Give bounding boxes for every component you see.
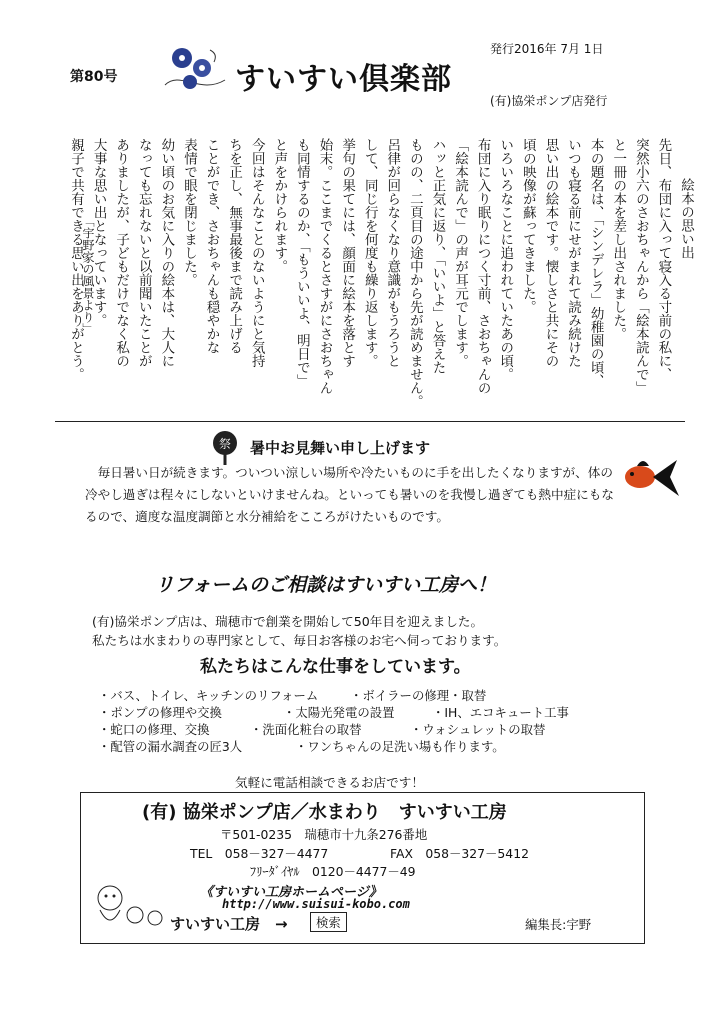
service-item: ・IH、エコキュート工事	[432, 705, 569, 720]
essay-line: 頃の映像が蘇ってきました。	[519, 138, 536, 314]
essay-line: 挙句の果てには、顔面に絵本を落とす	[339, 138, 356, 368]
intro-line-2: 私たちは水まわりの専門家として、毎日お客様のお宅へ伺っております。	[92, 633, 507, 648]
essay-line: 「絵本読んで」の声が耳元でします。	[452, 138, 469, 368]
company-name: (有) 協栄ポンプ店／水まわり すいすい工房	[142, 802, 507, 823]
publisher: (有)協栄ポンプ店発行	[490, 94, 608, 108]
essay-line: ハッと正気に返り、「いいよ」と答えた	[429, 138, 446, 375]
service-item: ・バス、トイレ、キッチンのリフォーム	[98, 688, 319, 703]
essay-line: 幼い頃のお気に入りの絵本は、大人に	[158, 138, 175, 368]
essay-title: 絵本の思い出	[678, 178, 694, 259]
essay-line: して、同じ行を何度も繰り返します。	[361, 138, 378, 368]
service-item: ・ボイラーの修理・取替	[350, 688, 487, 703]
festival-fan-icon	[210, 430, 240, 466]
essay-line: と声をかけられます。	[271, 138, 288, 273]
essay-line: ものの、二頁目の途中から先が読めません。	[406, 138, 423, 408]
tel-number: TEL 058－327－4477	[190, 846, 329, 861]
fax-number: FAX 058－327－5412	[390, 846, 529, 861]
editor-credit: 編集長:宇野	[525, 917, 592, 932]
essay-line: 先日、布団に入って寝入る寸前の私に、	[655, 138, 672, 381]
service-item: ・太陽光発電の設置	[283, 705, 395, 720]
essay-caption: 「宇野家の風景より」	[81, 215, 95, 335]
services-heading: 私たちはこんな仕事をしています。	[200, 657, 471, 677]
summer-greeting-body: 毎日暑い日が続きます。ついつい涼しい場所や冷たいものに手を出したくなりますが、体の冷やし過ぎは程々にしないといけませんね。といっても暑いのを我慢し過ぎても熱中症にもなるので、適度な温度調節と水分補給をこころがけたいものです。	[85, 465, 614, 524]
mascot-illustration	[90, 880, 170, 935]
service-item: ・配管の漏水調査の匠3人	[98, 739, 243, 754]
essay-line: 布団に入り眠りにつく寸前、さおちゃんの	[474, 138, 491, 395]
essay-line: 思い出の絵本です。懐しさと共にその	[542, 138, 559, 368]
essay-line: も同情するのか、「もういいよ、明日で」	[293, 138, 310, 388]
issue-number: 第80号	[70, 69, 118, 85]
essay-line: 表情で眼を閉じました。	[180, 138, 197, 287]
morning-glory-illustration	[160, 40, 230, 95]
search-button[interactable]: 検索	[310, 912, 347, 932]
service-item: ・ポンプの修理や交換	[98, 705, 222, 720]
free-dial: ﾌﾘｰﾀﾞｲﾔﾙ 0120－4477－49	[250, 864, 416, 879]
company-intro	[92, 612, 652, 650]
address: 〒501-0235 瑞穂市十九条276番地	[220, 827, 428, 842]
intro-line-1: (有)協栄ポンプ店は、瑞穂市で創業を開始して50年目を迎えました。	[92, 614, 484, 629]
essay-line: と一冊の本を差し出されました。	[610, 138, 627, 341]
essay-line: 始末。ここまでくるとさすがにさおちゃん	[316, 138, 333, 395]
service-item: ・ウォシュレットの取替	[410, 722, 546, 737]
issue-date: 発行2016年 7月 1日	[490, 42, 604, 56]
reform-heading: リフォームのご相談はすいすい工房へ！	[155, 574, 497, 596]
goldfish-illustration	[615, 452, 685, 502]
essay-line: 今回はそんなことのないようにと気持	[248, 138, 265, 368]
essay-line: いつも寝る前にせがまれて読み続けた	[565, 138, 582, 368]
essay-line: ちを正し、無事最後まで読み上げる	[226, 138, 243, 354]
contact-lead: 気軽に電話相談できるお店です！	[235, 775, 424, 790]
essay-line: ありましたが、子どもだけでなく私の	[113, 138, 130, 368]
essay-line: 突然小六のさおちゃんから「絵本読んで」	[632, 138, 649, 395]
essay-line: 大事な思い出となっています。	[90, 138, 107, 327]
essay-line: 呂律が回らなくなり意識がもうろうと	[384, 138, 401, 368]
section-divider	[55, 421, 685, 422]
service-item: ・ワンちゃんの足洗い場も作ります。	[295, 739, 505, 754]
service-item: ・蛇口の修理、交換	[98, 722, 210, 737]
essay-line: なっても忘れないと以前聞いたことが	[135, 138, 152, 368]
summer-greeting-heading: 暑中お見舞い申し上げます	[250, 439, 431, 457]
essay-line: いろいろなことに追われていたあの頃。	[497, 138, 514, 381]
homepage-label: 《すいすい工房ホームページ》	[200, 885, 382, 900]
homepage-url[interactable]: http://www.suisui-kobo.com	[222, 897, 410, 911]
service-item: ・洗面化粧台の取替	[250, 722, 362, 737]
fan-badge-text: 祭	[218, 437, 232, 451]
essay-line: 本の題名は、「シンデレラ」幼稚園の頃、	[587, 138, 604, 388]
essay-line: 親子で共有できる思い出をありがとう。	[67, 138, 84, 381]
essay-line: ことができ、さおちゃんも穏やかな	[203, 138, 220, 354]
brand-search-label: すいすい工房 →	[170, 915, 288, 933]
newsletter-title: すいすい倶楽部	[235, 62, 452, 97]
